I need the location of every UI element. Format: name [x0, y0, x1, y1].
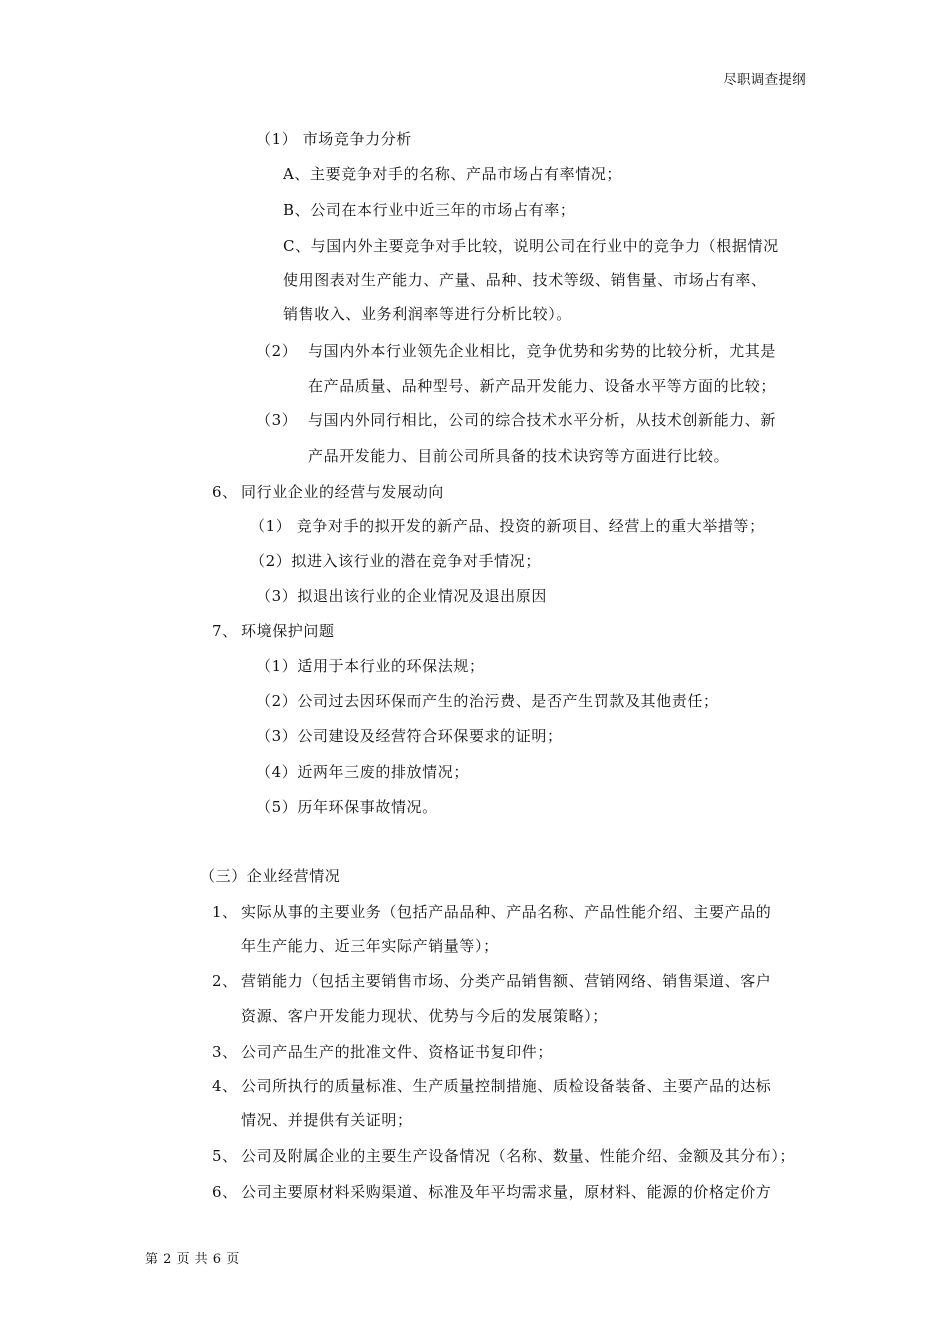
list-number: 7、 — [212, 622, 238, 640]
text-line: （1） 竞争对手的拟开发的新产品、投资的新项目、经营上的重大举措等； — [250, 517, 765, 535]
text-line: （4）近两年三废的排放情况； — [256, 763, 469, 781]
text-line: 公司产品生产的批准文件、资格证书复印件； — [241, 1043, 554, 1061]
text-line: （5）历年环保事故情况。 — [256, 798, 438, 816]
text-line: 公司主要原材料采购渠道、标准及年平均需求量，原材料、能源的价格定价方 — [241, 1183, 772, 1201]
text-line: （1）适用于本行业的环保法规； — [256, 657, 485, 675]
section-heading: 环境保护问题 — [241, 622, 335, 640]
list-number: 4、 — [212, 1077, 238, 1095]
text-line: 公司及附属企业的主要生产设备情况（名称、数量、性能介绍、金额及其分布）； — [241, 1147, 796, 1165]
text-line: 营销能力（包括主要销售市场、分类产品销售额、营销网络、销售渠道、客户 — [241, 972, 772, 990]
list-number: 6、 — [212, 1183, 238, 1201]
list-number: （2） — [256, 342, 298, 360]
text-line: A、主要竞争对手的名称、产品市场占有率情况； — [283, 165, 623, 183]
list-number: 5、 — [212, 1147, 238, 1165]
list-number: 6、 — [212, 483, 238, 501]
text-line: 与国内外同行相比，公司的综合技术水平分析，从技术创新能力、新 — [308, 411, 777, 429]
text-line: C、与国内外主要竞争对手比较，说明公司在行业中的竞争力（根据情况 — [283, 237, 779, 255]
text-line: 产品开发能力、目前公司所具备的技术诀窍等方面进行比较。 — [308, 447, 730, 465]
page-number: 第 2 页 共 6 页 — [145, 1252, 240, 1267]
text-line: 资源、客户开发能力现状、优势与今后的发展策略）； — [241, 1007, 608, 1025]
text-line: B、公司在本行业中近三年的市场占有率； — [283, 201, 576, 219]
text-line: （3）拟退出该行业的企业情况及退出原因 — [256, 587, 547, 605]
section-heading: 同行业企业的经营与发展动向 — [241, 483, 444, 501]
list-number: 3、 — [212, 1043, 238, 1061]
text-line: 公司所执行的质量标准、生产质量控制措施、质检设备装备、主要产品的达标 — [241, 1077, 772, 1095]
text-line: 在产品质量、品种型号、新产品开发能力、设备水平等方面的比较； — [308, 377, 777, 395]
text-line: 实际从事的主要业务（包括产品品种、产品名称、产品性能介绍、主要产品的 — [241, 903, 772, 921]
text-line: （1） 市场竞争力分析 — [256, 130, 412, 148]
text-line: （2）公司过去因环保而产生的治污费、是否产生罚款及其他责任； — [256, 692, 719, 710]
text-line: 使用图表对生产能力、产量、品种、技术等级、销售量、市场占有率、 — [283, 271, 767, 289]
text-line: 年生产能力、近三年实际产销量等）； — [241, 937, 499, 955]
text-line: （2）拟进入该行业的潜在竞争对手情况； — [250, 552, 541, 570]
chapter-heading: （三）企业经营情况 — [200, 867, 341, 885]
text-line: 与国内外本行业领先企业相比，竞争优势和劣势的比较分析，尤其是 — [308, 342, 777, 360]
text-line: 情况、并提供有关证明； — [241, 1111, 413, 1129]
list-number: 1、 — [212, 903, 238, 921]
text-line: （3）公司建设及经营符合环保要求的证明； — [256, 727, 563, 745]
document-header-title: 尽职调查提纲 — [723, 72, 806, 88]
list-number: （3） — [256, 411, 298, 429]
list-number: 2、 — [212, 972, 238, 990]
text-line: 销售收入、业务利润率等进行分析比较）。 — [283, 305, 572, 323]
